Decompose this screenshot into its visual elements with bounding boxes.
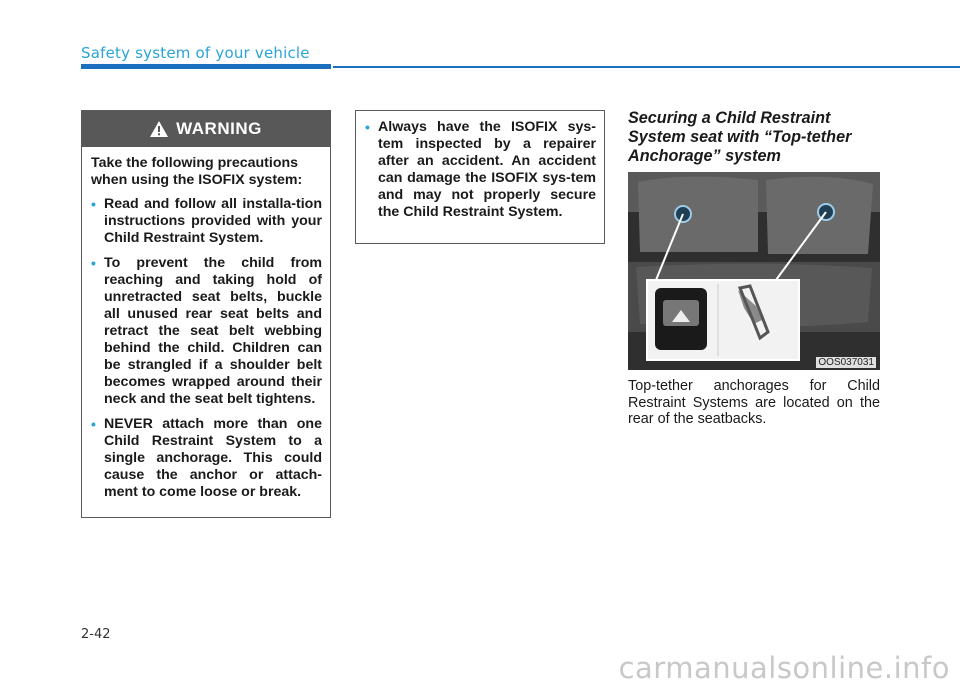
watermark: carmanualsonline.info	[618, 651, 950, 685]
top-tether-photo	[628, 172, 880, 370]
warning-continued-box	[355, 110, 605, 244]
warning-list	[91, 196, 322, 501]
warning-header	[82, 111, 330, 147]
image-code: OOS037031	[818, 357, 874, 368]
section-title: Safety system of your vehicle	[81, 44, 310, 62]
page-number: 2-42	[81, 627, 111, 642]
warning-item: • Always have the ISOFIX sys-tem inspected by a repairer after an accident. An accident can damage the ISOFIX sys-tem and may not properly secure the Child Restraint System.	[365, 119, 596, 221]
warning-item: • Read and follow all installa-tion instructions provided with your Child Restraint System.	[91, 196, 322, 247]
warning-heading: WARNING	[176, 119, 262, 138]
header-rule-accent	[81, 64, 331, 69]
warning-item: • To prevent the child from reaching and taking hold of unretracted seat belts, buckle all unused rear seat belts and retract the seat belt webbing behind the child. Children can be strangled if a shoulder belt becomes wrapped around their neck and the seat belt tightens.	[91, 255, 322, 408]
warning-continued-list	[365, 119, 596, 221]
warning-intro: Take the following precautions when using the ISOFIX system:	[91, 155, 303, 188]
header-rule	[333, 66, 960, 68]
warning-box	[81, 110, 331, 518]
warning-item: • NEVER attach more than one Child Restraint System to a single anchorage. This could cause the anchor or attach-ment to come loose or break.	[91, 416, 322, 501]
subsection-title: Securing a Child Restraint System seat with “Top-tether Anchorage” system	[628, 109, 852, 165]
image-caption: Top-tether anchorages for Child Restraint Systems are located on the rear of the seatbacks.	[628, 378, 880, 427]
trunk-illustration	[628, 172, 880, 370]
warning-triangle-icon	[150, 121, 168, 137]
